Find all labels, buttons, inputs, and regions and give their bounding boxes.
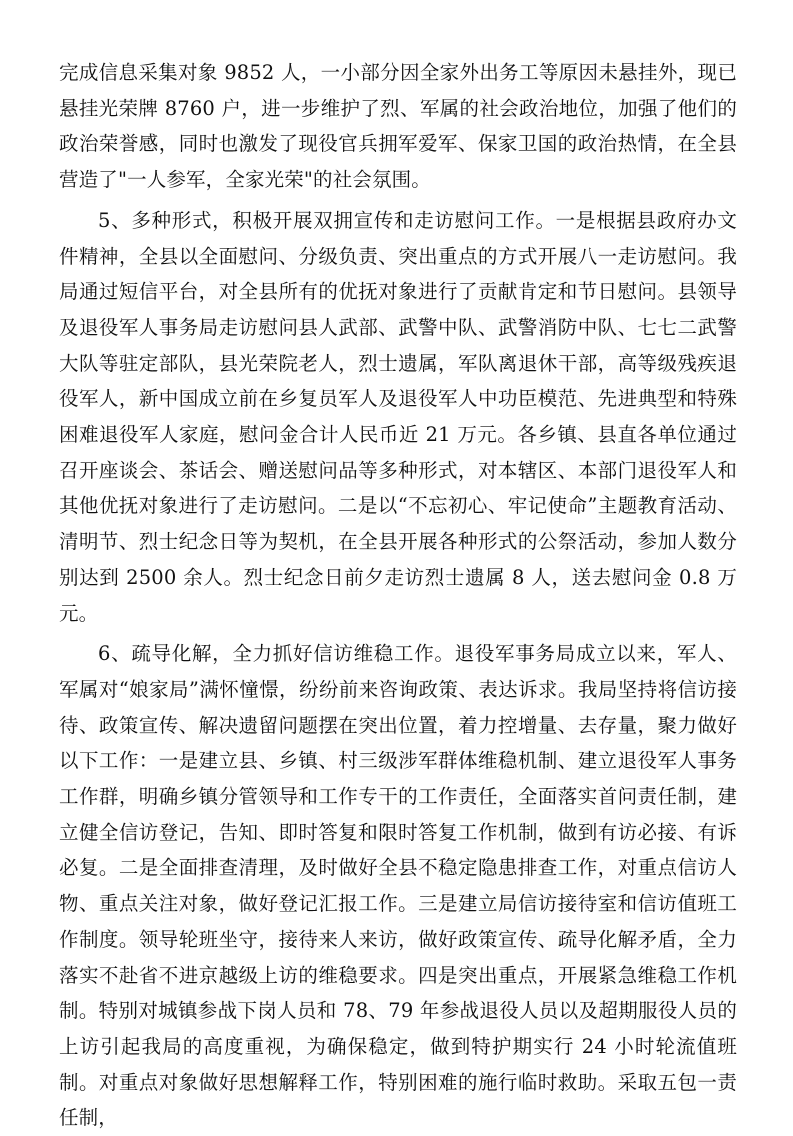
paragraph-item-6-petition-stability: 6、疏导化解，全力抓好信访维稳工作。退役军事务局成立以来，军人、军属对“娘家局”满怀憧憬，纷纷前来咨询政策、表达诉求。我局坚持将信访接待、政策宣传、解决遗留问题摆在突出位置，着力控增量、去存量，聚力做好以下工作：一是建立县、乡镇、村三级涉军群体维稳机制、建立退役军人事务工作群，明确乡镇分管领导和工作专干的工作责任，全面落实首问责任制，建立健全信访登记，告知、即时答复和限时答复工作机制，做到有访必接、有诉必复。二是全面排查清理，及时做好全县不稳定隐患排查工作，对重点信访人物、重点关注对象，做好登记汇报工作。三是建立局信访接待室和信访值班工作制度。领导轮班坐守，接待来人来访，做好政策宣传、疏导化解矛盾，全力落实不赴省不进京越级上访的维稳要求。四是突出重点，开展紧急维稳工作机制。特别对城镇参战下岗人员和 78、79 年参战退役人员以及超期服役人员的上访引起我局的高度重视，为确保稳定，做到特护期实行 24 小时轮流值班制。对重点对象做好思想解释工作，特别困难的施行临时救助。采取五包一责任制， — [59, 642, 737, 1130]
paragraph-continuation: 完成信息采集对象 9852 人，一小部分因全家外出务工等原因未悬挂外，现已悬挂光荣牌 8760 户，进一步维护了烈、军属的社会政治地位，加强了他们的政治荣誉感，同时也激发了现役官兵拥军爱军、保家卫国的政治热情，在全县营造了"一人参军，全家光荣"的社会氛围。 — [59, 61, 737, 192]
document-page — [59, 55, 737, 1136]
paragraph-item-5-publicity-visits: 5、多种形式，积极开展双拥宣传和走访慰问工作。一是根据县政府办文件精神，全县以全面慰问、分级负责、突出重点的方式开展八一走访慰问。我局通过短信平台，对全县所有的优抚对象进行了贡献肯定和节日慰问。县领导及退役军人事务局走访慰问县人武部、武警中队、武警消防中队、七七二武警大队等驻定部队，县光荣院老人，烈士遗属，军队离退休干部，高等级残疾退役军人，新中国成立前在乡复员军人及退役军人中功臣模范、先进典型和特殊困难退役军人家庭，慰问金合计人民币近 21 万元。各乡镇、县直各单位通过召开座谈会、茶话会、赠送慰问品等多种形式，对本辖区、本部门退役军人和其他优抚对象进行了走访慰问。二是以“不忘初心、牢记使命”主题教育活动、清明节、烈士纪念日等为契机，在全县开展各种形式的公祭活动，参加人数分别达到 2500 余人。烈士纪念日前夕走访烈士遗属 8 人，送去慰问金 0.8 万元。 — [59, 208, 737, 625]
